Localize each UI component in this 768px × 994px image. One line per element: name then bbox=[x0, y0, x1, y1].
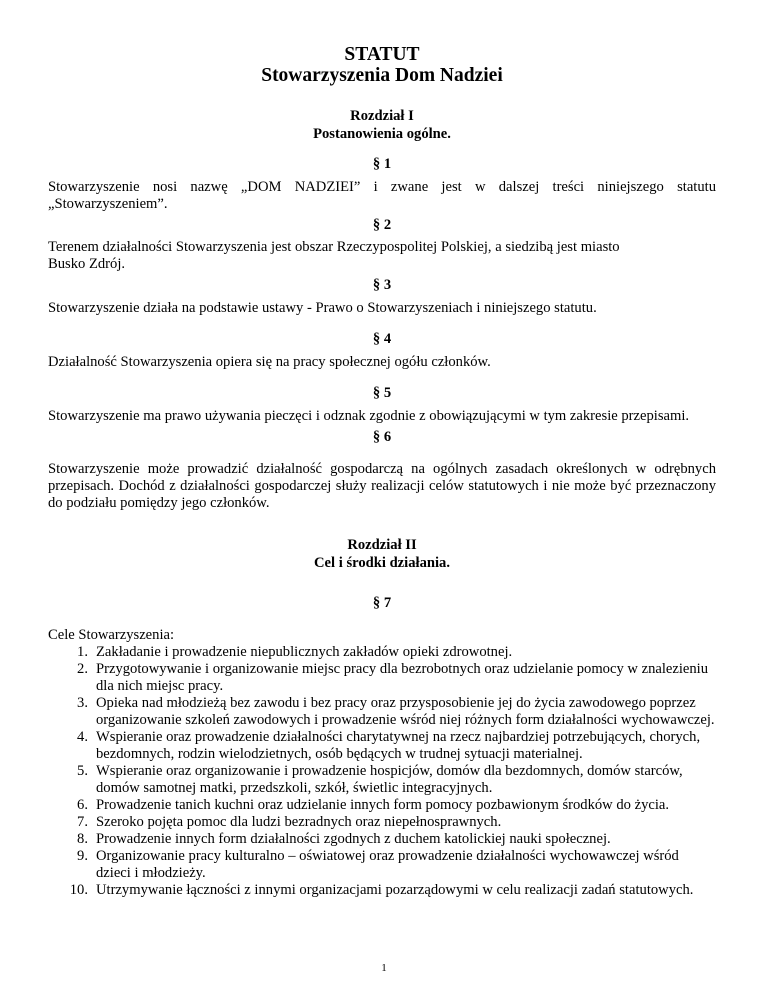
paragraph-7-intro: Cele Stowarzyszenia: bbox=[48, 627, 175, 643]
chapter-1-number: Rozdział I bbox=[350, 108, 414, 124]
paragraph-1-text: Stowarzyszenie nosi nazwę „DOM NADZIEI” i zwane jest w dalszej treści niniejszego statutu „Stowarzyszeniem”. bbox=[48, 179, 716, 212]
list-item: 7. Szeroko pojęta pomoc dla ludzi bezradnych oraz niepełnosprawnych. bbox=[77, 814, 502, 830]
paragraph-7-sign: § 7 bbox=[372, 595, 392, 611]
paragraph-6-text: Stowarzyszenie może prowadzić działalność gospodarczą na ogólnych zasadach określonych w odrębnych przepisach. Dochód z działalności gospodarczej służy realizacji celów statutowych i nie może być przeznaczony do podziału pomiędzy jego członków. bbox=[48, 461, 716, 511]
paragraph-2-line-2: Busko Zdrój. bbox=[48, 256, 126, 272]
paragraph-4-sign: § 4 bbox=[372, 331, 392, 347]
chapter-1-name: Postanowienia ogólne. bbox=[313, 126, 451, 142]
list-item: 8. Prowadzenie innych form działalności zgodnych z duchem katolickiej nauki społecznej. bbox=[77, 831, 611, 847]
chapter-2-heading bbox=[48, 536, 716, 572]
paragraph-3-sign: § 3 bbox=[372, 277, 392, 293]
paragraph-5-text: Stowarzyszenie ma prawo używania pieczęci i odznak zgodnie z obowiązującymi w tym zakresie przepisami. bbox=[48, 408, 690, 424]
chapter-2-number: Rozdział II bbox=[347, 537, 417, 553]
list-item: 1. Zakładanie i prowadzenie niepublicznych zakładów opieki zdrowotnej. bbox=[77, 644, 513, 660]
document-subtitle: Stowarzyszenia Dom Nadziei bbox=[261, 65, 503, 86]
paragraph-5-sign: § 5 bbox=[372, 385, 392, 401]
list-item: 9. Organizowanie pracy kulturalno – oświatowej oraz prowadzenie działalności wychowawczej wśród dzieci i młodzieży. bbox=[77, 848, 679, 881]
paragraph-2-line-1: Terenem działalności Stowarzyszenia jest obszar Rzeczypospolitej Polskiej, a siedzibą jest miasto bbox=[48, 239, 620, 255]
paragraph-6-sign: § 6 bbox=[372, 429, 392, 445]
list-item: 5. Wspieranie oraz organizowanie i prowadzenie hospicjów, domów dla bezdomnych, domów starców, domów samotnej matki, przedszkoli, szkół, świetlic integracyjnych. bbox=[77, 763, 683, 796]
list-item: 2. Przygotowywanie i organizowanie miejsc pracy dla bezrobotnych oraz udzielanie pomocy w znalezieniu dla nich miejsc pracy. bbox=[77, 661, 709, 694]
document-title: STATUT bbox=[344, 44, 420, 65]
document-header bbox=[48, 44, 716, 86]
page-number: 1 bbox=[381, 962, 387, 974]
paragraph-3-text: Stowarzyszenie działa na podstawie ustawy - Prawo o Stowarzyszeniach i niniejszego statutu. bbox=[48, 300, 597, 316]
chapter-2-name: Cel i środki działania. bbox=[314, 555, 450, 571]
goals-list bbox=[48, 644, 716, 899]
paragraph-2-sign: § 2 bbox=[372, 217, 392, 233]
list-item: 4. Wspieranie oraz prowadzenie działalności charytatywnej na rzecz najbardziej potrzebujących, chorych, bezdomnych, rodzin wielodzietnych, osób będących w trudnej sytuacji materialnej. bbox=[77, 729, 701, 762]
list-item: 6. Prowadzenie tanich kuchni oraz udzielanie innych form pomocy pozbawionym środków do życia. bbox=[77, 797, 670, 813]
list-item: 10. Utrzymywanie łączności z innymi organizacjami pozarządowymi w celu realizacji zadań statutowych. bbox=[69, 882, 694, 898]
paragraph-4-text: Działalność Stowarzyszenia opiera się na pracy społecznej ogółu członków. bbox=[48, 354, 491, 370]
chapter-1-heading bbox=[48, 107, 716, 143]
paragraph-1-sign: § 1 bbox=[372, 156, 392, 172]
list-item: 3. Opieka nad młodzieżą bez zawodu i bez pracy oraz przysposobienie jej do życia zawodowego poprzez organizowanie szkoleń zawodowych i prowadzenie wśród niej różnych form działalności wychowawczej. bbox=[77, 695, 715, 728]
